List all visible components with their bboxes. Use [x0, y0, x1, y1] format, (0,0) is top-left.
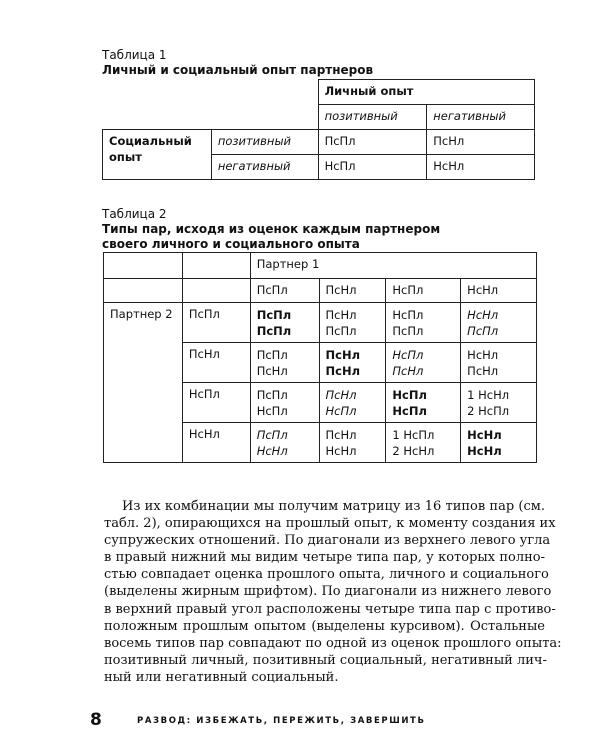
table2-cell: [386, 303, 461, 343]
table2-cell-line: ПсНл: [325, 308, 357, 322]
paragraph-line: (выделены жирным шрифтом). По диагонали из нижнего левого: [104, 584, 552, 600]
table1-cell: НсПл: [318, 155, 427, 180]
table2-title-line2: своего личного и социального опыта: [102, 237, 360, 251]
table1-row-header: позитивный: [211, 130, 318, 155]
table2-title-line1: Типы пар, исходя из оценок каждым партнером: [102, 222, 441, 236]
paragraph-line: позитивный личный, позитивный социальный, негативный лич-: [104, 652, 547, 668]
table2-cell: [319, 303, 386, 343]
table2-cell-line: НсНл: [467, 308, 499, 322]
table1-label: Таблица 1: [102, 48, 167, 62]
table2-cell-line: ПсПл: [256, 428, 288, 442]
table2-cell-line: ПсПл: [256, 324, 292, 338]
paragraph-line: ный или негативный социальный.: [104, 669, 339, 685]
table2-cell-line: НсПл: [392, 388, 427, 402]
table1-col-group: Личный опыт: [318, 80, 534, 105]
table2-cell-line: ПсНл: [467, 364, 499, 378]
table2-row: [104, 303, 537, 343]
table2-cell-line: ПсНл: [392, 364, 424, 378]
table2-empty-cell: [182, 279, 250, 303]
table1-row-header: негативный: [211, 155, 318, 180]
table2-cell-line: ПсПл: [256, 308, 292, 322]
table2-row-header: ПсНл: [182, 343, 250, 383]
table2-cell-line: ПсНл: [325, 388, 357, 402]
table2-col-header: НсПл: [386, 279, 461, 303]
paragraph-line: супружеских отношений. По диагонали из верхнего левого угла: [104, 533, 551, 549]
table2-row-header: НсПл: [182, 383, 250, 423]
table2-cell: [386, 423, 461, 463]
table2-cell: [250, 383, 319, 423]
table1-title: Личный и социальный опыт партнеров: [102, 63, 374, 77]
table2-cell-line: НсПл: [392, 308, 424, 322]
table1-cell: ПсНл: [427, 130, 535, 155]
table2-cell: [250, 423, 319, 463]
table2-cell-line: 1 НсНл: [467, 388, 510, 402]
table2-cell-line: ПсПл: [256, 348, 288, 362]
table2-cell: [461, 343, 537, 383]
table2-cell-line: ПсПл: [467, 324, 499, 338]
table2-cell-line: ПсПл: [325, 324, 357, 338]
table2-col-header: ПсНл: [319, 279, 386, 303]
table2-cell: [319, 383, 386, 423]
table2-cell: [386, 343, 461, 383]
table2-cell-line: НсПл: [256, 404, 288, 418]
table1: [102, 79, 535, 180]
table2-cell-line: НсНл: [325, 444, 357, 458]
table2-cell-line: 1 НсПл: [392, 428, 435, 442]
table2-cell: [461, 423, 537, 463]
table2-cell-line: НсПл: [392, 404, 427, 418]
running-title: РАЗВОД: ИЗБЕЖАТЬ, ПЕРЕЖИТЬ, ЗАВЕРШИТЬ: [137, 716, 426, 726]
table2-col-group: Партнер 1: [250, 253, 536, 279]
table2: [103, 252, 537, 463]
table2-cell: [250, 343, 319, 383]
table1-col-header: позитивный: [318, 105, 427, 130]
table1-cell: ПсПл: [318, 130, 427, 155]
table2-row-group: Партнер 2: [104, 303, 183, 463]
table2-cell-line: ПсНл: [325, 364, 361, 378]
table2-empty-cell: [104, 279, 183, 303]
table2-col-header: ПсПл: [250, 279, 319, 303]
table1-cell: НсНл: [427, 155, 535, 180]
table2-row-header: ПсПл: [182, 303, 250, 343]
table2-cell: [461, 383, 537, 423]
table2-cell-line: НсНл: [256, 444, 288, 458]
table2-cell: [319, 423, 386, 463]
table2-cell-line: НсПл: [392, 348, 424, 362]
paragraph-line: стью совпадает оценка прошлого опыта, личного и социального: [104, 567, 549, 583]
paragraph-line: в верхний правый угол расположены четыре типа пар с противо-: [104, 601, 556, 617]
table2-cell: [319, 343, 386, 383]
paragraph-line: табл. 2), опирающихся на прошлый опыт, к моменту создания их: [104, 516, 556, 532]
paragraph-line: восемь типов пар совпадают по одной из оценок прошлого опыта:: [104, 635, 562, 651]
table1-col-header: негативный: [427, 105, 535, 130]
table2-label: Таблица 2: [102, 207, 167, 221]
table2-cell-line: ПсПл: [256, 388, 288, 402]
table2-cell: [250, 303, 319, 343]
table2-cell-line: 2 НсПл: [467, 404, 510, 418]
page-number: 8: [90, 710, 102, 730]
table2-cell-line: ПсНл: [325, 348, 361, 362]
body-paragraph: [104, 498, 562, 686]
table2-row-header: НсНл: [182, 423, 250, 463]
table2-empty-cell: [182, 253, 250, 279]
table2-cell-line: ПсНл: [256, 364, 288, 378]
paragraph-line: в правый нижний мы видим четыре типа пар, у которых полно-: [104, 550, 545, 566]
table2-col-header: НсНл: [461, 279, 537, 303]
table2-cell: [461, 303, 537, 343]
paragraph-line: Из их комбинации мы получим матрицу из 16 типов пар (см.: [122, 499, 545, 514]
table2-cell-line: ПсПл: [392, 324, 424, 338]
table2-cell-line: ПсНл: [325, 428, 357, 442]
table2-cell-line: 2 НсНл: [392, 444, 435, 458]
table2-cell-line: НсНл: [467, 348, 499, 362]
table2-cell-line: НсНл: [467, 428, 502, 442]
table1-row-group: Социальный опыт: [103, 130, 212, 180]
table2-cell: [386, 383, 461, 423]
table2-cell-line: НсНл: [467, 444, 502, 458]
paragraph-line: положным прошлым опытом (выделены курсивом). Остальные: [104, 618, 545, 634]
table2-empty-cell: [104, 253, 183, 279]
table2-cell-line: НсПл: [325, 404, 357, 418]
